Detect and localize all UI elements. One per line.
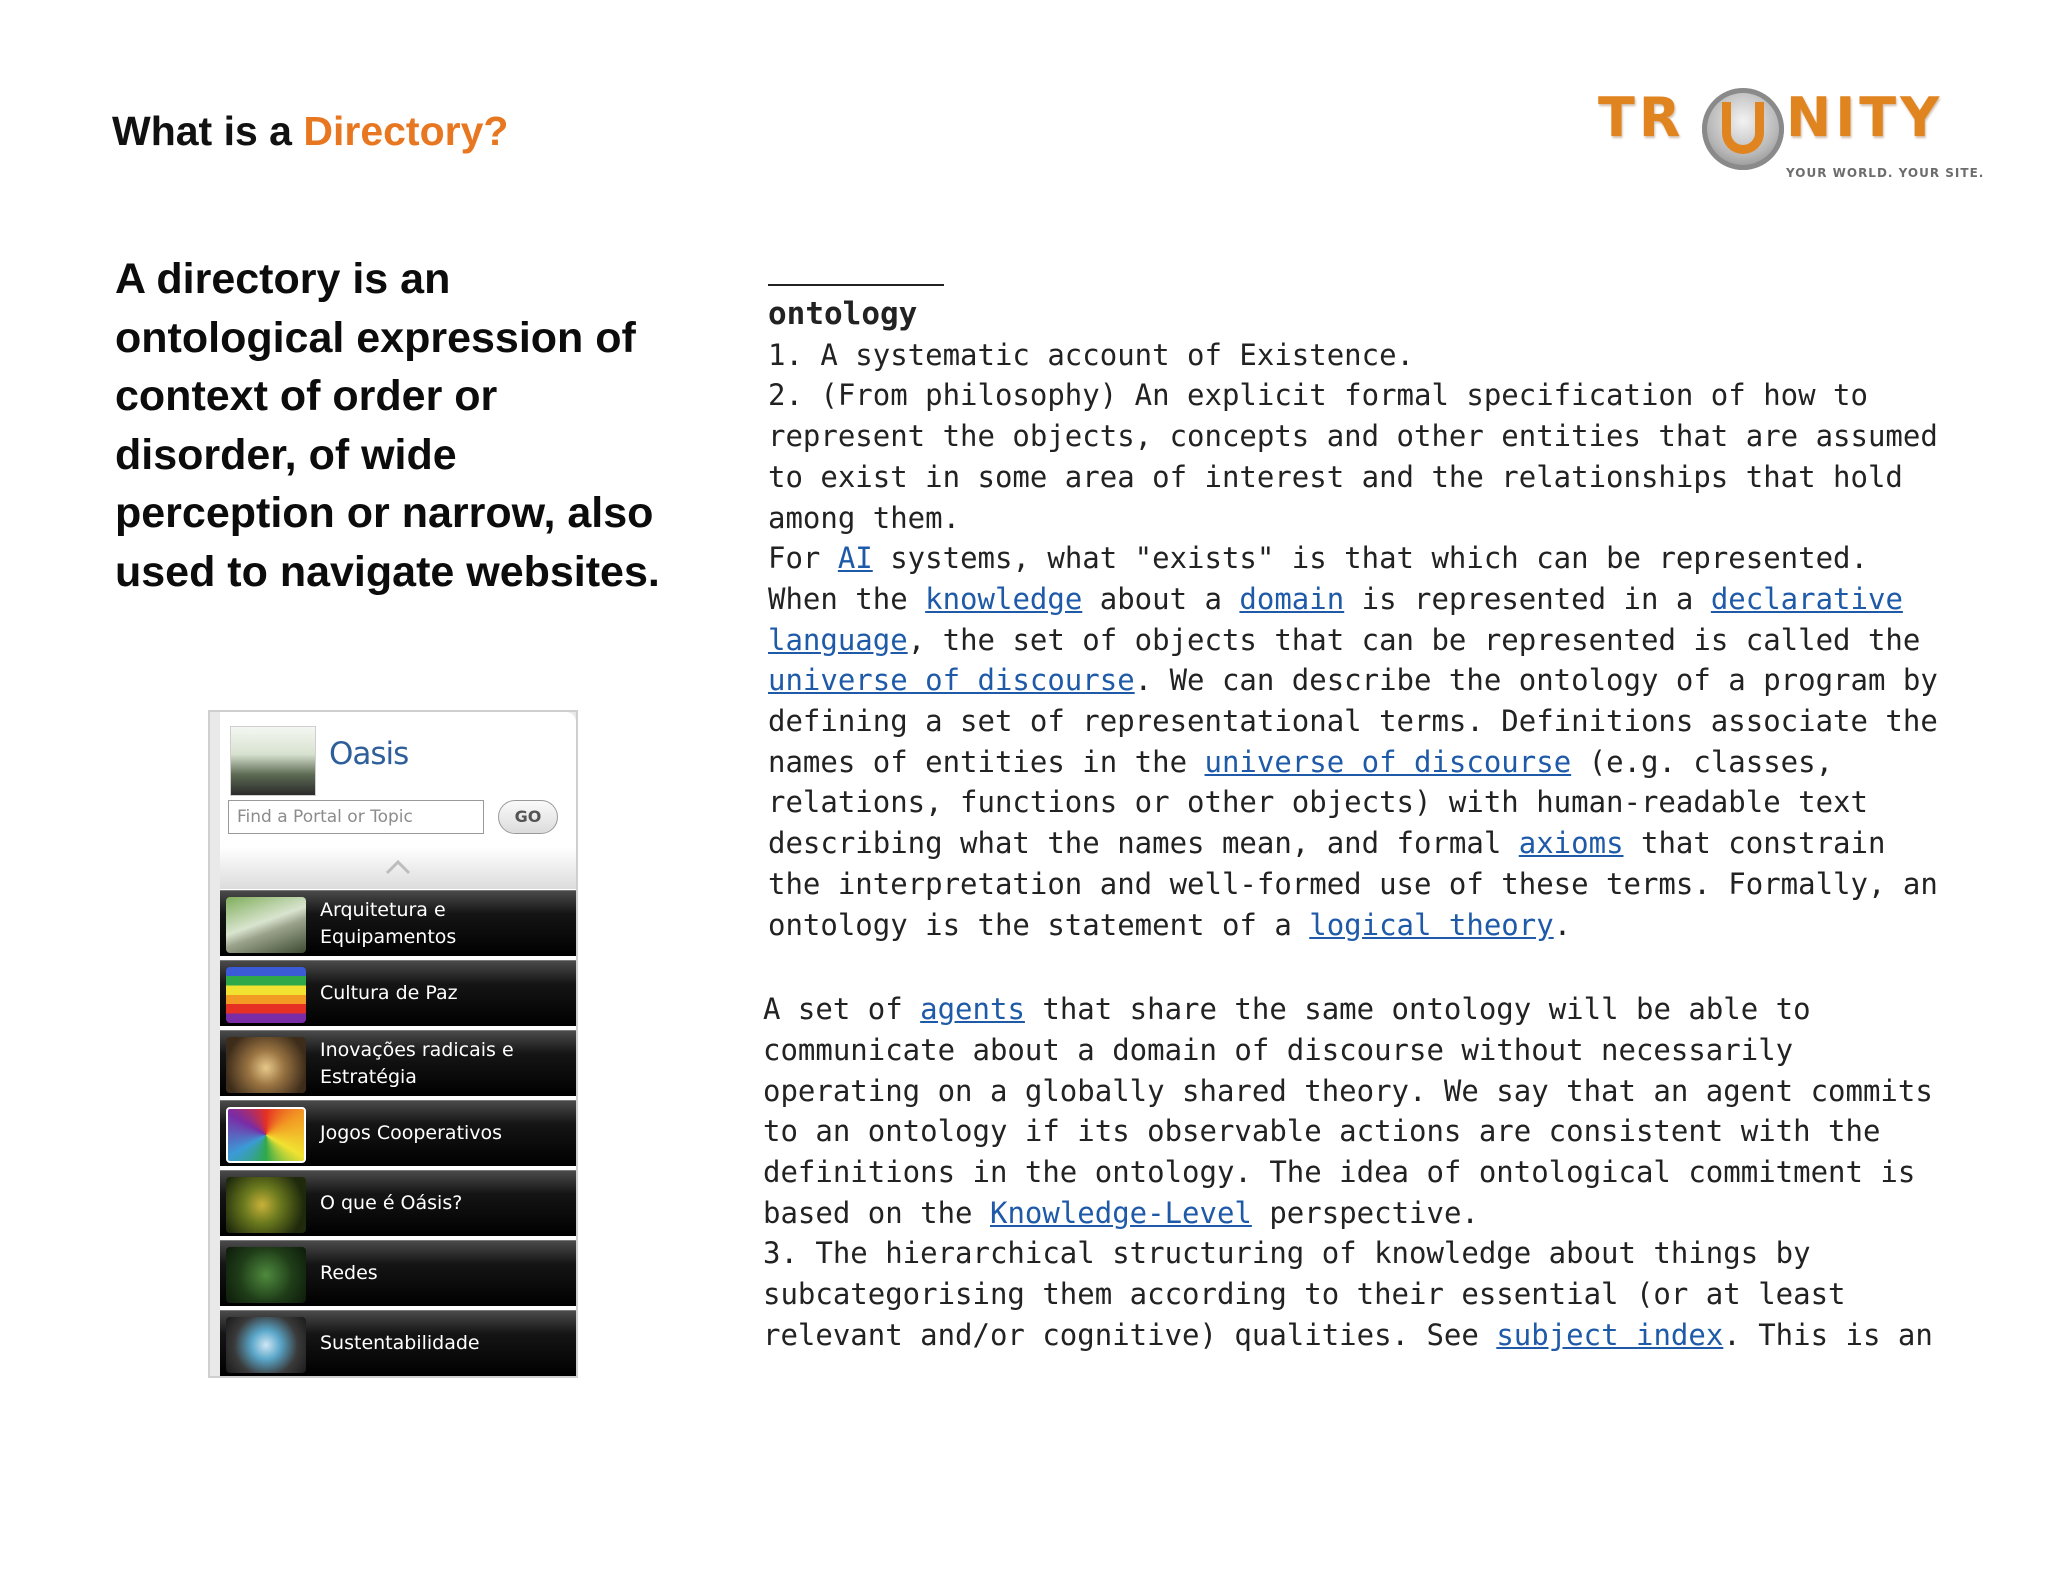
ontology-term: ontology (768, 296, 918, 332)
link-subject-index[interactable]: subject index (1496, 1317, 1724, 1352)
logo-text-right: NITY (1786, 86, 1944, 149)
architecture-thumbnail-icon (226, 897, 306, 953)
logo-tagline: YOUR WORLD. YOUR SITE. (1786, 166, 1985, 180)
go-button[interactable]: GO (498, 800, 558, 834)
ontology-definition (763, 280, 1948, 1356)
definition-paragraph-1: For AI systems, what "exists" is that which can be represented. When the knowledge about a domain is represented in a declarative language, the set of objects that can be represented is called the universe of discourse. We can describe the ontology of a program by defining a set of representational terms. Definitions associate the names of entities in the universe of discourse (e.g. classes, relations, functions or other objects) with human-readable text describing what the names mean, and formal axioms that constrain the interpretation and well-formed use of these terms. Formally, an ontology is the statement of a logical theory. (768, 541, 1938, 942)
menu-item-label: Cultura de Paz (320, 982, 458, 1004)
oasis-logo-image (230, 726, 316, 796)
link-ai[interactable]: AI (837, 541, 873, 576)
menu-item-redes[interactable] (220, 1240, 576, 1306)
menu-item-label: Jogos Cooperativos (320, 1122, 503, 1144)
link-knowledge-level[interactable]: Knowledge-Level (989, 1195, 1252, 1230)
oasis-directory-widget (208, 710, 578, 1378)
peace-flag-thumbnail-icon (226, 967, 306, 1023)
menu-item-label: O que é Oásis? (320, 1192, 463, 1214)
definition-1: 1. A systematic account of Existence. (768, 337, 1415, 372)
slide-title (112, 108, 508, 155)
menu-item-inovacoes[interactable] (220, 1030, 576, 1096)
menu-item-label: Arquitetura e Equipamentos (320, 898, 457, 948)
portal-search-input[interactable] (228, 800, 484, 834)
link-logical-theory[interactable]: logical theory (1309, 907, 1554, 942)
menu-item-sustentabilidade[interactable] (220, 1310, 576, 1376)
link-axioms[interactable]: axioms (1518, 826, 1624, 861)
portal-menu (220, 890, 576, 1380)
logo-text-left: TR (1598, 86, 1685, 149)
title-highlight: Directory? (303, 108, 509, 154)
divider (768, 284, 944, 286)
globe-icon (1702, 88, 1784, 170)
definition-2: 2. (From philosophy) An explicit formal specification of how to represent the objects, concepts and other entities that are assumed to exist in some area of interest and the relationships that hold among them. (768, 378, 1938, 535)
trunity-logo (1598, 86, 1985, 182)
link-agents[interactable]: agents (920, 992, 1025, 1027)
sustainability-thumbnail-icon (226, 1317, 306, 1373)
menu-item-label: Sustentabilidade (320, 1332, 480, 1354)
link-domain[interactable]: domain (1239, 581, 1345, 616)
menu-item-jogos[interactable] (220, 1100, 576, 1166)
directory-definition: A directory is an ontological expression of context of order or disorder, of wide perception or narrow, also used to navigate websites. (115, 255, 660, 596)
link-universe-of-discourse[interactable]: universe of discourse (768, 663, 1135, 698)
widget-panel (220, 712, 576, 1376)
scroll-up-button[interactable] (220, 847, 576, 889)
chevron-up-icon (385, 859, 411, 875)
menu-item-o-que-e-oasis[interactable] (220, 1170, 576, 1236)
menu-item-cultura-de-paz[interactable] (220, 960, 576, 1026)
oasis-thumbnail-icon (226, 1177, 306, 1233)
definition-paragraph-2: A set of agents that share the same ontology will be able to communicate about a domain of discourse without necessarily operating on a globally shared theory. We say that an agent commits to an ontology if its observable actions are consistent with the definitions in the ontology. The idea of ontological commitment is based on the Knowledge-Level perspective. (763, 992, 1933, 1230)
menu-item-arquitetura[interactable] (220, 890, 576, 956)
menu-item-label: Inovações radicais e Estratégia (320, 1038, 514, 1088)
link-universe-of-discourse-2[interactable]: universe of discourse (1204, 744, 1572, 779)
link-knowledge[interactable]: knowledge (925, 581, 1083, 616)
innovation-thumbnail-icon (226, 1037, 306, 1093)
title-prefix: What is a (112, 108, 304, 154)
network-thumbnail-icon (226, 1247, 306, 1303)
definition-3: 3. The hierarchical structuring of knowledge about things by subcategorising them according to their essential (or at least relevant and/or cognitive) qualities. See subject index. This is an (763, 1236, 1933, 1352)
oasis-title: Oasis (329, 736, 409, 772)
games-thumbnail-icon (226, 1107, 306, 1163)
link-declarative-language[interactable]: declarative language (768, 581, 1903, 657)
paragraph-gap (768, 945, 1948, 989)
menu-item-label: Redes (320, 1262, 378, 1284)
